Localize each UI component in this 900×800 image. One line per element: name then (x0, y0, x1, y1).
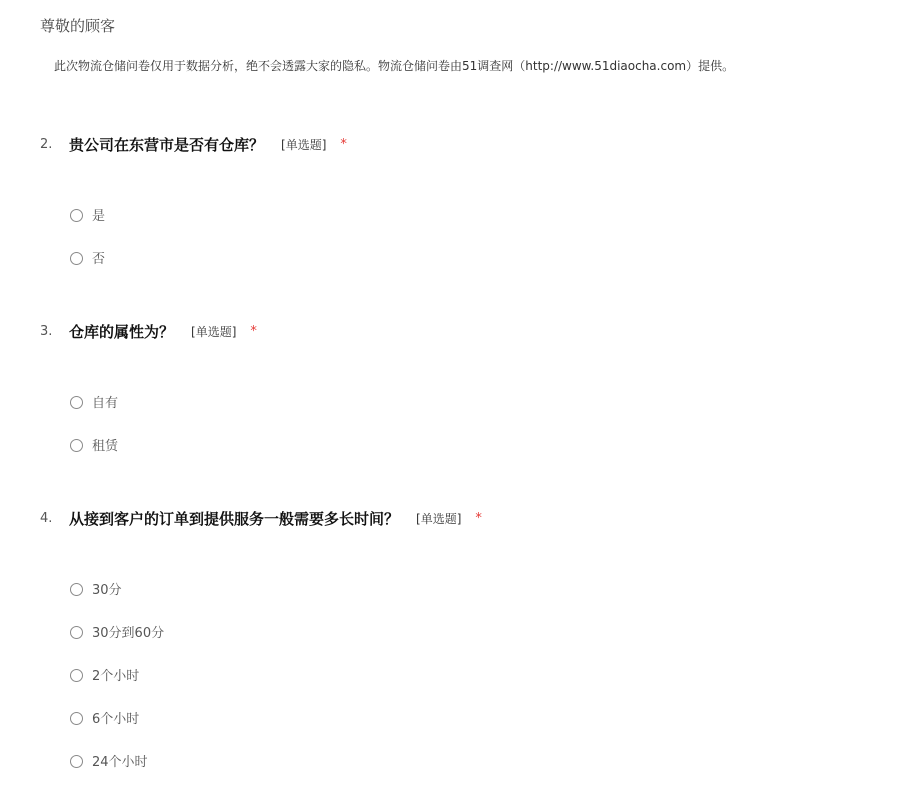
option-owned[interactable] (70, 395, 118, 438)
radio-button[interactable] (70, 712, 83, 725)
radio-button[interactable] (70, 396, 83, 409)
option-label[interactable]: 2个小时 (92, 669, 140, 684)
radio-button[interactable] (70, 209, 83, 222)
radio-button[interactable] (70, 669, 83, 682)
required-mark: * (250, 324, 257, 339)
option-label[interactable]: 租赁 (92, 439, 119, 454)
option-label[interactable]: 24个小时 (92, 755, 148, 770)
question-4 (40, 508, 880, 770)
radio-button[interactable] (70, 755, 83, 768)
question-header (40, 134, 880, 158)
question-title: 仓库的属性为？ (69, 323, 175, 341)
option-leased[interactable] (70, 438, 118, 481)
greeting-heading: 尊敬的顾客 (40, 17, 116, 35)
option-label[interactable]: 6个小时 (92, 712, 140, 727)
option-label[interactable]: 30分到60分 (92, 626, 165, 641)
question-type-label: [单选题] (281, 138, 327, 152)
radio-button[interactable] (70, 252, 83, 265)
survey-intro-text: 此次物流仓储问卷仅用于数据分析，绝不会透露大家的隐私。物流仓储问卷由51调查网（http://www.51diaocha.com）提供。 (54, 59, 735, 73)
question-title: 贵公司在东营市是否有仓库？ (69, 136, 265, 154)
option-30-to-60-min[interactable] (70, 625, 164, 668)
question-title: 从接到客户的订单到提供服务一般需要多长时间？ (69, 510, 400, 528)
radio-button[interactable] (70, 626, 83, 639)
option-6-hours[interactable] (70, 711, 164, 754)
radio-button[interactable] (70, 439, 83, 452)
required-mark: * (340, 137, 347, 152)
question-3 (40, 321, 880, 454)
question-type-label: [单选题] (416, 512, 462, 526)
option-30-min[interactable] (70, 582, 164, 625)
options-list (70, 582, 164, 797)
question-header (40, 508, 880, 532)
option-label[interactable]: 否 (92, 252, 106, 267)
option-yes[interactable] (70, 208, 105, 251)
required-mark: * (475, 511, 482, 526)
radio-button[interactable] (70, 583, 83, 596)
option-2-hours[interactable] (70, 668, 164, 711)
question-number: 3. (40, 324, 53, 339)
question-2 (40, 134, 880, 267)
question-number: 4. (40, 511, 53, 526)
option-label[interactable]: 是 (92, 209, 106, 224)
option-24-hours[interactable] (70, 754, 164, 797)
question-number: 2. (40, 137, 53, 152)
question-type-label: [单选题] (191, 325, 237, 339)
options-list (70, 208, 105, 294)
option-no[interactable] (70, 251, 105, 294)
options-list (70, 395, 118, 481)
option-label[interactable]: 30分 (92, 583, 122, 598)
question-header (40, 321, 880, 345)
option-label[interactable]: 自有 (92, 396, 119, 411)
